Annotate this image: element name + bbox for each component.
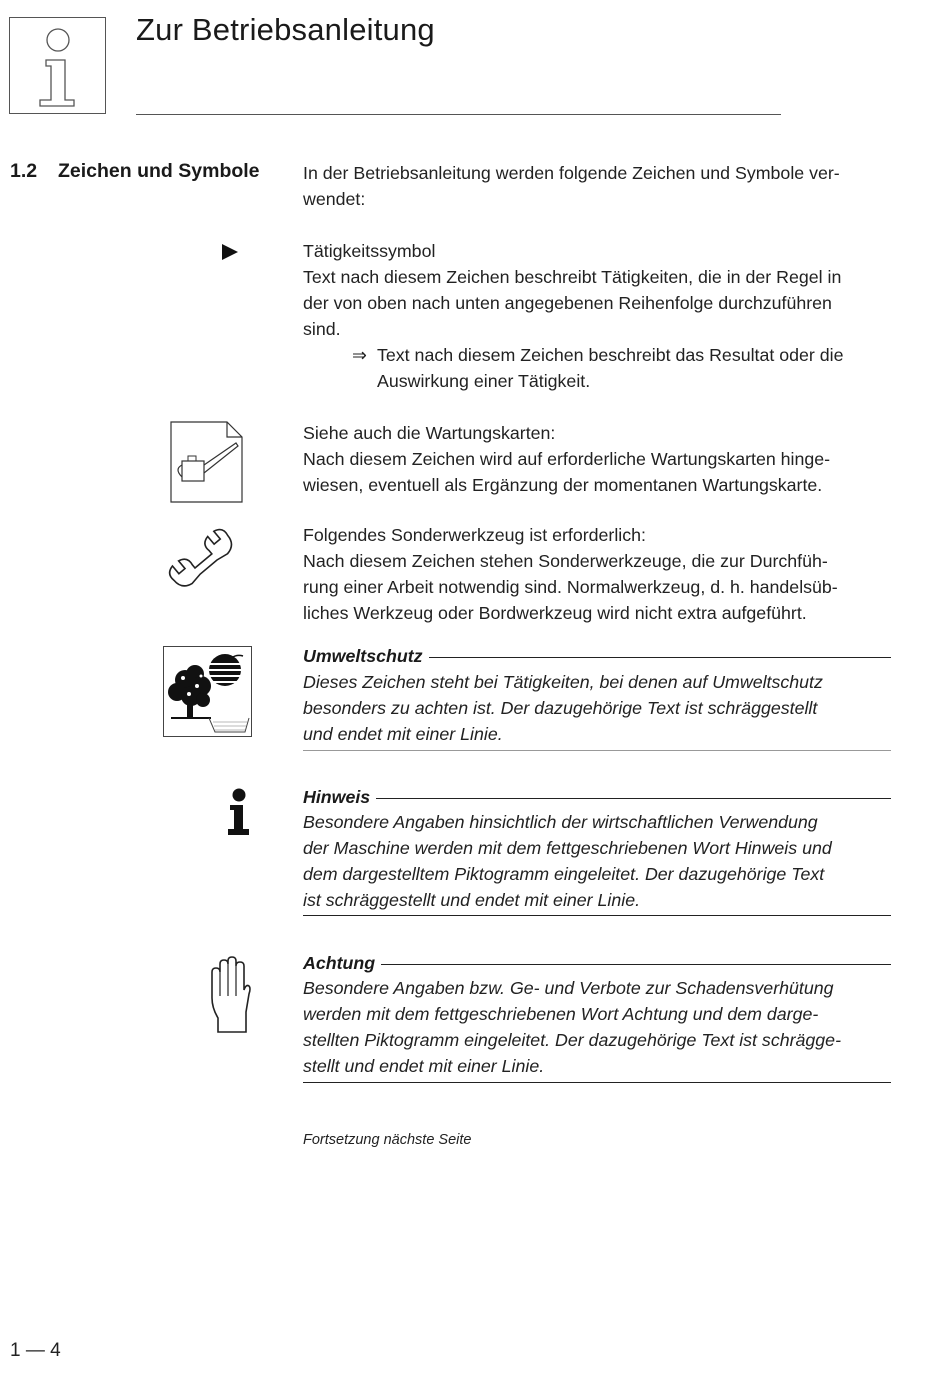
page-number: 1 — 4 (10, 1340, 61, 1361)
caution-line: Besondere Angaben bzw. Ge- und Verbote zur Schadensverhütung (303, 978, 834, 998)
caution-line: stellten Piktogramm eingeleitet. Der dazugehörige Text ist schrägge- (303, 1030, 841, 1050)
hand-stop-icon (208, 956, 252, 1034)
caution-line: werden mit dem fettgeschriebenen Wort Achtung und dem darge- (303, 1004, 819, 1024)
intro-line: wendet: (303, 189, 366, 209)
caution-block (303, 975, 841, 1079)
page-title: Zur Betriebsanleitung (136, 12, 435, 47)
note-end-rule (303, 915, 891, 916)
note-line: dem dargestelltem Piktogramm eingeleitet. Der dazugehörige Text (303, 864, 825, 884)
intro-line: In der Betriebsanleitung werden folgende Zeichen und Symbole ver- (303, 163, 840, 183)
special-tool-line: liches Werkzeug oder Bordwerkzeug wird nicht extra aufgeführt. (303, 603, 807, 623)
result-block (377, 342, 844, 394)
environment-line: und endet mit einer Linie. (303, 724, 503, 744)
double-arrow-icon: ⇒ (352, 345, 367, 365)
activity-line: der von oben nach unten angegebenen Reihenfolge durchzuführen (303, 293, 832, 313)
title-divider (136, 114, 781, 115)
activity-line: Text nach diesem Zeichen beschreibt Tätigkeiten, die in der Regel in (303, 267, 842, 287)
environment-line: Dieses Zeichen steht bei Tätigkeiten, bei denen auf Umweltschutz (303, 672, 823, 692)
maintenance-line: Nach diesem Zeichen wird auf erforderliche Wartungskarten hinge- (303, 449, 831, 469)
special-tool-line: rung einer Arbeit notwendig sind. Normalwerkzeug, d. h. handelsüb- (303, 577, 838, 597)
environment-label: Umweltschutz (303, 646, 423, 666)
environment-tree-icon (163, 646, 252, 737)
oil-can-card-icon (170, 421, 244, 503)
note-block (303, 809, 832, 913)
section-title: Zeichen und Symbole (58, 160, 260, 182)
section-intro (303, 160, 840, 212)
environment-end-rule (303, 750, 891, 751)
activity-block (303, 238, 841, 342)
section-number: 1.2 (10, 160, 38, 182)
special-tool-line: Folgendes Sonderwerkzeug ist erforderlich: (303, 525, 646, 545)
triangle-right-icon (220, 242, 240, 262)
maintenance-block (303, 420, 830, 498)
environment-line: besonders zu achten ist. Der dazugehörige Text ist schräggestellt (303, 698, 818, 718)
caution-end-rule (303, 1082, 891, 1083)
heading-rule (376, 798, 891, 799)
maintenance-line: wiesen, eventuell als Ergänzung der momentanen Wartungskarte. (303, 475, 823, 495)
note-line: ist schräggestellt und endet mit einer Linie. (303, 890, 641, 910)
activity-title: Tätigkeitssymbol (303, 241, 436, 261)
special-tool-line: Nach diesem Zeichen stehen Sonderwerkzeuge, die zur Durchfüh- (303, 551, 828, 571)
continued-note: Fortsetzung nächste Seite (303, 1132, 472, 1148)
heading-rule (429, 657, 891, 658)
environment-heading (303, 643, 891, 669)
heading-rule (381, 964, 891, 965)
note-line: der Maschine werden mit dem fettgeschriebenen Wort Hinweis und (303, 838, 832, 858)
special-tool-block (303, 522, 838, 626)
info-icon (10, 18, 105, 113)
note-heading (303, 784, 891, 810)
result-line: Auswirkung einer Tätigkeit. (377, 371, 591, 391)
header-info-icon-box (9, 17, 106, 114)
environment-block (303, 669, 823, 747)
result-line: Text nach diesem Zeichen beschreibt das Resultat oder die (377, 345, 844, 365)
note-line: Besondere Angaben hinsichtlich der wirtschaftlichen Verwendung (303, 812, 818, 832)
caution-heading (303, 950, 891, 976)
maintenance-line: Siehe auch die Wartungskarten: (303, 423, 556, 443)
note-label: Hinweis (303, 787, 371, 807)
info-bold-icon (226, 788, 252, 836)
caution-label: Achtung (303, 953, 376, 973)
wrench-icon (165, 526, 247, 602)
caution-line: stellt und endet mit einer Linie. (303, 1056, 545, 1076)
activity-line: sind. (303, 319, 341, 339)
section-heading (10, 160, 260, 183)
